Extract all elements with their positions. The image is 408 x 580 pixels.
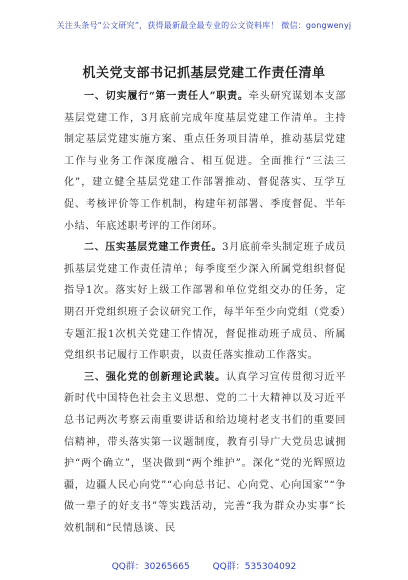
paragraph-1-body: 牵头研究谋划本支部基层党建工作，3月底前完成年度基层党建工作清单。主持制定基层党建实施方案、重点任务项目清单，推动基层党建工作与业务工作深度融合、相互促进。全面推行“三法三化”，建立健全基层党建工作部署推动、督促落实、互学互促、考核评价等工作机制，构建年初部署、季度督促、半年小结、年底述职考评的工作闭环。 [64,91,346,232]
paragraph-1-heading: 一、切实履行“第一责任人”职责。 [84,91,249,102]
header-banner: 关注头条号“公文研究”，获得最新最全最专业的公文资料库！ 微信：gongwenyj [56,21,352,30]
paragraph-2-heading: 二、压实基层党建工作责任。 [84,242,223,254]
paragraph-3-heading: 三、强化党的创新理论武装。 [84,371,227,383]
document-body [64,86,346,539]
paragraph-2-body: 3月底前牵头制定班子成员抓基层党建工作责任清单；每季度至少深入所属党组织督促指导1次。落实好上级工作部署和单位党组交办的任务，定期召开党组织班子会议研究工作，每半年至少向党组（党委）专题汇报1次机关党建工作情况，督促推动班子成员、所属党组织书记履行工作职责，以责任落实推动工作落实。 [64,242,346,362]
footer-qq-group-1: QQ群：30265665 [111,562,190,572]
paragraph-1 [64,86,346,237]
paragraph-3-body: 认真学习宣传贯彻习近平新时代中国特色社会主义思想、党的二十大精神以及习近平总书记两次考察云南重要讲话和给边境村老支书们的重要回信精神，带头落实第一议题制度，教育引导广大党员忠诚拥护“两个确立”，坚决做到“两个维护”。深化“党的光辉照边疆，边疆人民心向党”“心向总书记、心向党、心向国家”“争做一辈子的好支书”等实践活动，完善“我为群众办实事”长效机制和“民情恳谈、民 [64,371,346,534]
paragraph-3 [64,367,346,540]
footer [0,559,408,572]
document-title: 机关党支部书记抓基层党建工作责任清单 [82,66,326,81]
paragraph-2 [64,237,346,367]
footer-qq-group-2: QQ群：535304092 [212,562,297,572]
